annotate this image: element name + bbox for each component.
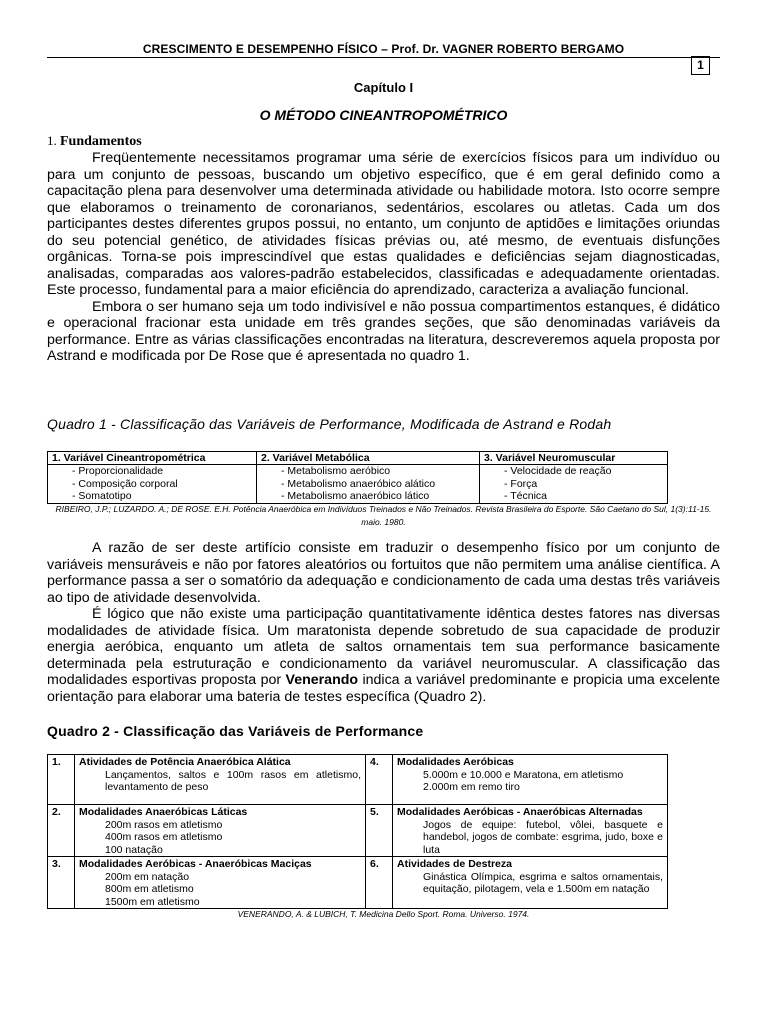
item-number: 3. <box>48 857 75 909</box>
table-cell <box>75 857 366 909</box>
table-cell <box>393 857 668 909</box>
item-body: 2.000m em remo tiro <box>423 781 520 793</box>
list-item: - Técnica <box>504 490 547 502</box>
item-title: Atividades de Potência Anaeróbica Alática <box>79 756 291 768</box>
item-title: Modalidades Aeróbicas - Anaeróbicas Alternadas <box>397 806 643 818</box>
running-header: CRESCIMENTO E DESEMPENHO FÍSICO – Prof. Dr. VAGNER ROBERTO BERGAMO <box>142 42 625 56</box>
item-body: 1500m em atletismo <box>105 895 200 908</box>
paragraph-part: indica a variável predominante e propicia uma excelente orientação para elaborar uma bateria de testes específica (Quadro 2). <box>47 672 720 705</box>
item-title: Modalidades Aeróbicas - Anaeróbicas Maciças <box>79 858 312 870</box>
table-header: 1. Variável Cineantropométrica <box>48 452 257 465</box>
table-cell <box>393 805 668 857</box>
intro-text <box>47 150 720 365</box>
chapter-label: Capítulo I <box>353 80 414 95</box>
page-number: 1 <box>691 56 710 75</box>
section-heading <box>47 133 142 150</box>
chapter-title: O MÉTODO CINEANTROPOMÉTRICO <box>259 107 508 123</box>
table-cell <box>75 755 366 805</box>
table-cell <box>393 755 668 805</box>
table-cell <box>75 805 366 857</box>
list-item: - Proporcionalidade <box>72 465 164 477</box>
table-cell <box>48 465 257 504</box>
item-number: 5. <box>366 805 393 857</box>
item-number: 2. <box>48 805 75 857</box>
item-body: Ginástica Olímpica, esgrima e saltos ornamentais, equitação, pilotagem, vela e 1.500m em natação <box>423 870 663 895</box>
item-number: 6. <box>366 857 393 909</box>
item-body: Lançamentos, saltos e 100m rasos em atletismo, levantamento de peso <box>105 768 361 793</box>
item-body: 800m em atletismo <box>105 883 194 895</box>
list-item: - Composição corporal <box>72 477 178 490</box>
list-item: - Força <box>504 477 538 490</box>
section-number: 1. <box>47 133 57 148</box>
paragraph: Embora o ser humano seja um todo indivisível e não possua compartimentos estanques, é didático e operacional fracionar esta unidade em três grandes seções, que são denominadas variáveis da performance. Entre as várias classificações encontradas na literatura, descreveremos aquela proposta por Astrand e modificada por De Rose que é apresentada no quadro 1. <box>47 298 720 364</box>
item-title: Modalidades Anaeróbicas Láticas <box>79 806 248 818</box>
list-item: - Metabolismo anaeróbico lático <box>281 490 430 502</box>
item-body: 100 natação <box>105 843 163 856</box>
list-item: - Velocidade de reação <box>504 465 612 477</box>
paragraph-part: É lógico que não existe uma participação quantitativamente idêntica destes fatores nas diversas modalidades de atividade física. Um maratonista depende sobretudo de sua capacidade de produzir energia aeróbica, enquanto um atleta de saltos ornamentais tem sua performance basicamente determinada pela estruturação e condicionamento da variável neuromuscular. A classificação das modalidades esportivas proposta por <box>47 606 720 688</box>
item-body: 400m rasos em atletismo <box>105 831 223 843</box>
paragraph: A razão de ser deste artifício consiste em traduzir o desempenho físico por um conjunto de variáveis mensuráveis e não por fatores aleatórios ou fortuitos que não permitem uma análise científica. A performance passa a ser o somatório da adequação e condicionamento de cada uma destas três variáveis ao tipo de atividade desenvolvida. <box>47 540 720 606</box>
table-header: 2. Variável Metabólica <box>257 452 480 465</box>
quadro2-source: VENERANDO, A. & LUBICH, T. Medicina Dello Sport. Roma. Universo. 1974. <box>237 909 530 919</box>
list-item: - Metabolismo aeróbico <box>281 465 391 477</box>
header-divider <box>47 57 720 58</box>
author-name: Venerando <box>285 672 359 688</box>
item-number: 1. <box>48 755 75 805</box>
quadro1-table <box>47 451 668 504</box>
list-item: - Metabolismo anaeróbico alático <box>281 477 436 490</box>
list-item: - Somatotipo <box>72 490 132 502</box>
table-header: 3. Variável Neuromuscular <box>480 452 668 465</box>
quadro1-title: Quadro 1 - Classificação das Variáveis de Performance, Modificada de Astrand e Rodah <box>47 416 612 432</box>
item-body: 200m em natação <box>105 870 190 883</box>
item-body: 5.000m e 10.000 e Maratona, em atletismo <box>423 768 624 781</box>
paragraph <box>47 606 720 705</box>
section-title: Fundamentos <box>60 134 142 149</box>
item-body: Jogos de equipe: futebol, vôlei, basquete e handebol, jogos de combate: esgrima, judo, boxe e luta <box>423 818 663 856</box>
item-title: Atividades de Destreza <box>397 858 512 870</box>
item-title: Modalidades Aeróbicas <box>397 756 514 768</box>
paragraph: Freqüentemente necessitamos programar uma série de exercícios físicos para um indivíduo ou para um conjunto de pessoas, buscando um objetivo específico, que é em geral definido como a capacitação plena para desenvolver uma determinada atividade ou habilidade motora. Isto ocorre sempre que elaboramos o treinamento de coronarianos, sedentários, escolares ou atletas. Cada um dos participantes destes diferentes grupos possui, no entanto, um conjunto de aptidões e limitações oriundas do seu potencial genético, de atividades físicas prévias ou, até mesmo, de eventuais disfunções orgânicas. Torna-se pois imprescindível que estas qualidades e deficiências sejam diagnosticadas, analisadas, comparadas aos valores-padrão estabelecidos, classificadas e adequadamente orientadas. Este processo, fundamental para a maior eficiência do aprendizado, caracteriza a avaliação funcional. <box>47 150 720 298</box>
quadro2-table <box>47 754 668 909</box>
table-cell <box>257 465 480 504</box>
item-number: 4. <box>366 755 393 805</box>
quadro2-title: Quadro 2 - Classificação das Variáveis de Performance <box>47 723 424 739</box>
item-body: 200m rasos em atletismo <box>105 818 223 831</box>
analysis-text <box>47 540 720 705</box>
table-cell <box>480 465 668 504</box>
quadro1-source: RIBEIRO, J.P.; LUZARDO. A.; DE ROSE. E.H. Potência Anaeróbica em Indivíduos Treinados e Não Treinados. Revista Brasileira do Esporte. São Caetano do Sul, 1(3):11-15. maio. 1980. <box>55 504 712 527</box>
